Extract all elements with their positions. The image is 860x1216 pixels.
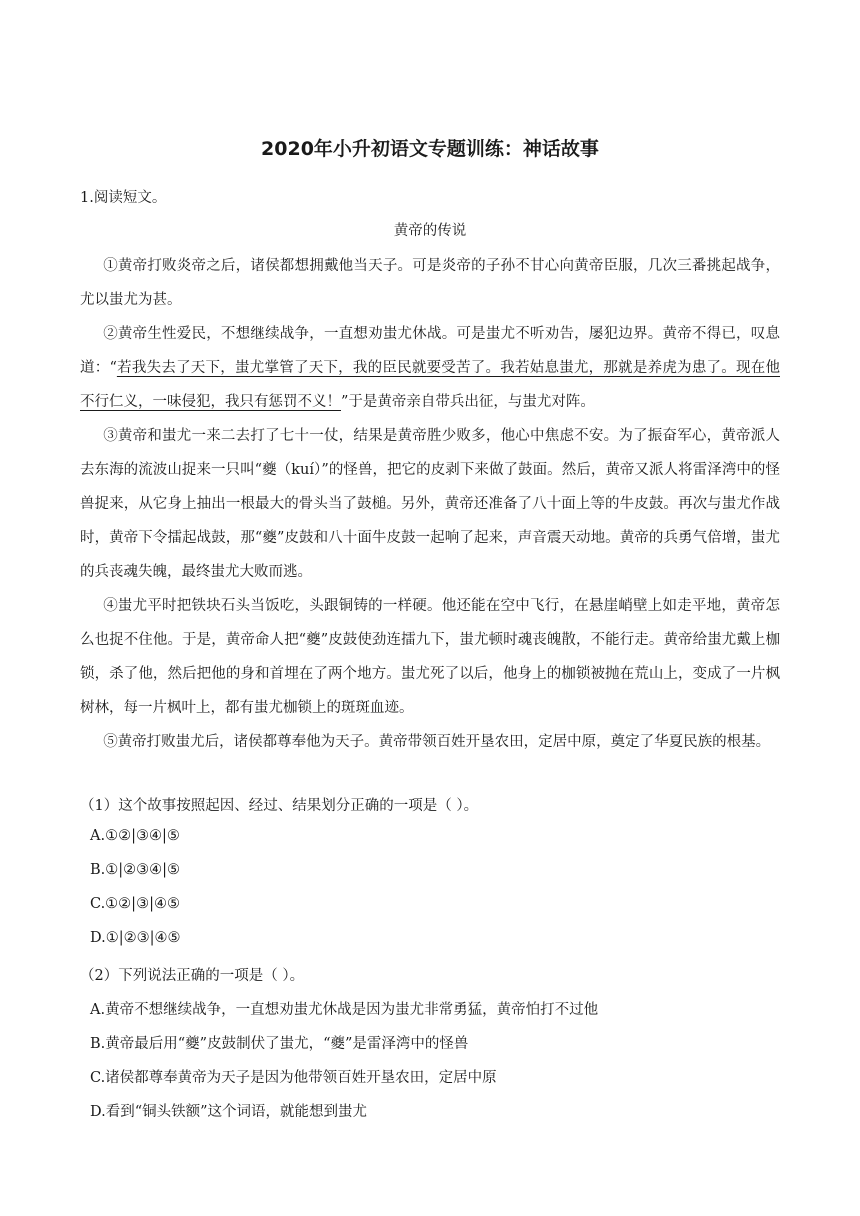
paragraph-2 <box>80 317 780 419</box>
page-title: 2020年小升初语文专题训练：神话故事 <box>261 138 599 160</box>
question-1-stem: （1）这个故事按照起因、经过、结果划分正确的一项是（ ）。 <box>80 798 479 814</box>
question-2-option-b: B.黄帝最后用“夔”皮鼓制伏了蚩尤，“夔”是雷泽湾中的怪兽 <box>90 1036 469 1052</box>
question-1-option-c: C.①②|③|④⑤ <box>90 896 180 912</box>
question-number: 1.阅读短文。 <box>80 190 167 206</box>
paragraph-3: ③黄帝和蚩尤一来二去打了七十一仗，结果是黄帝胜少败多，他心中焦虑不安。为了振奋军心，黄帝派人去东海的流波山捉来一只叫“夔（kuí）”的怪兽，把它的皮剥下来做了鼓面。然后，黄帝又派人将雷泽湾中的怪兽捉来，从它身上抽出一根最大的骨头当了鼓槌。另外，黄帝还准备了八十面上等的牛皮鼓。再次与蚩尤作战时，黄帝下令擂起战鼓，那“夔”皮鼓和八十面牛皮鼓一起响了起来，声音震天动地。黄帝的兵勇气倍增，蚩尤的兵丧魂失魄，最终蚩尤大败而逃。 <box>80 428 780 580</box>
question-1-option-d: D.①|②③|④⑤ <box>90 930 181 946</box>
paragraph-1: ①黄帝打败炎帝之后，诸侯都想拥戴他当天子。可是炎帝的子孙不甘心向黄帝臣服，几次三番挑起战争，尤以蚩尤为甚。 <box>80 258 780 308</box>
question-2-option-c: C.诸侯都尊奉黄帝为天子是因为他带领百姓开垦农田，定居中原 <box>90 1070 497 1086</box>
paragraph-5: ⑤黄帝打败蚩尤后，诸侯都尊奉他为天子。黄帝带领百姓开垦农田，定居中原，奠定了华夏民族的根基。 <box>103 734 771 750</box>
paragraph-4: ④蚩尤平时把铁块石头当饭吃，头跟铜铸的一样硬。他还能在空中飞行，在悬崖峭壁上如走平地，黄帝怎么也捉不住他。于是，黄帝命人把“夔”皮鼓使劲连擂九下，蚩尤顿时魂丧魄散，不能行走。黄帝给蚩尤戴上枷锁，杀了他，然后把他的身和首埋在了两个地方。蚩尤死了以后，他身上的枷锁被抛在荒山上，变成了一片枫树林，每一片枫叶上，都有蚩尤枷锁上的斑斑血迹。 <box>80 598 780 716</box>
paragraph-2-lead: ②黄帝生性爱民，不想继续战争，一直想劝蚩尤休战。可是蚩尤不听劝告，屡犯边界。黄帝不得已，叹息道：“ <box>80 326 780 376</box>
question-2-stem: （2）下列说法正确的一项是（ ）。 <box>80 968 305 984</box>
question-1-option-a: A.①②|③④|⑤ <box>90 828 180 844</box>
question-2-option-a: A.黄帝不想继续战争，一直想劝蚩尤休战是因为蚩尤非常勇猛，黄帝怕打不过他 <box>90 1002 599 1018</box>
underlined-quote: 若我失去了天下，蚩尤掌管了天下，我的臣民就要受苦了。我若姑息蚩尤，那就是养虎为患了。现在他不行仁义，一味侵犯，我只有惩罚不义！ <box>80 360 780 410</box>
paragraph-2-tail: ”于是黄帝亲自带兵出征，与蚩尤对阵。 <box>341 394 595 410</box>
question-1-option-b: B.①|②③④|⑤ <box>90 862 181 878</box>
question-2-option-d: D.看到“铜头铁额”这个词语，就能想到蚩尤 <box>90 1104 368 1120</box>
passage-title: 黄帝的传说 <box>393 223 467 239</box>
